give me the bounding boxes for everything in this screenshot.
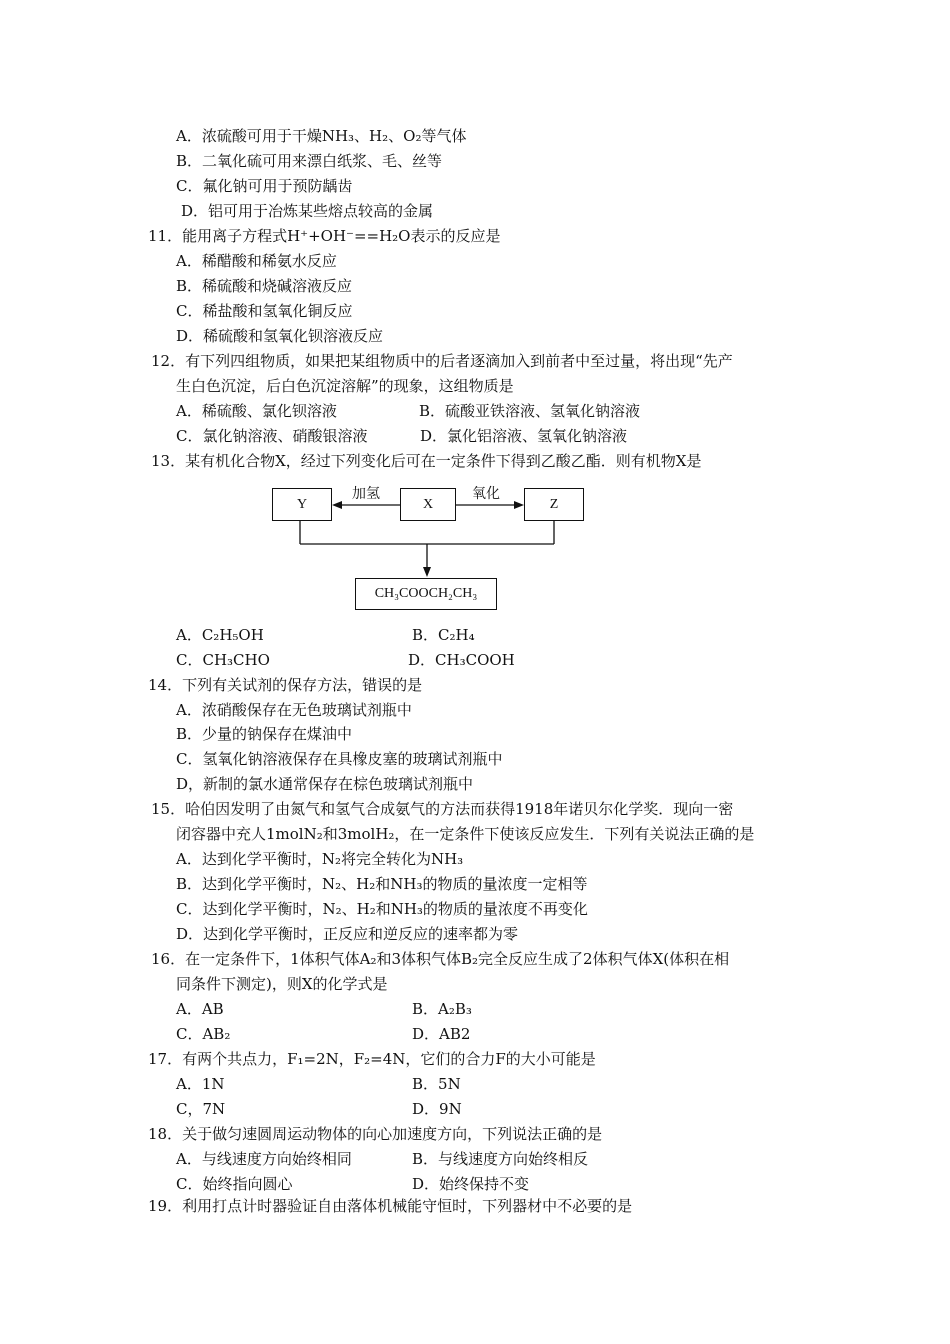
q13-box-x: X [400,488,456,521]
q13-option-a: A．C₂H₅OH [176,626,264,644]
q16-stem-line1: 16．在一定条件下，1体积气体A₂和3体积气体B₂完全反应生成了2体积气体X(体积在相 [151,950,730,968]
q14-option-c: C．氢氧化钠溶液保存在具橡皮塞的玻璃试剂瓶中 [176,750,503,768]
q15-stem-line1: 15．哈伯因发明了由氮气和氢气合成氨气的方法而获得1918年诺贝尔化学奖．现向一密 [151,800,734,818]
q10-option-b: B．二氧化硫可用来漂白纸浆、毛、丝等 [176,152,443,170]
q12-stem-line1: 12．有下列四组物质，如果把某组物质中的后者逐滴加入到前者中至过量，将出现“先产 [151,352,733,370]
q11-option-c: C．稀盐酸和氢氧化铜反应 [176,302,353,320]
q17-option-b: B．5N [412,1075,461,1093]
q16-option-b: B．A₂B₃ [412,1000,472,1018]
q13-option-b: B．C₂H₄ [412,626,475,644]
q16-option-d: D．AB2 [412,1025,471,1043]
q11-stem: 11．能用离子方程式H⁺+OH⁻==H₂O表示的反应是 [148,227,501,245]
q13-box-z: Z [524,488,584,521]
q18-option-a: A．与线速度方向始终相同 [176,1150,352,1168]
q13-stem: 13．某有机化合物X，经过下列变化后可在一定条件下得到乙酸乙酯．则有机物X是 [151,452,702,470]
q13-label-hydrogenation: 加氢 [352,486,380,502]
q16-stem-line2: 同条件下测定)，则X的化学式是 [176,975,388,993]
q13-box-y: Y [272,488,332,521]
q12-stem-line2: 生白色沉淀，后白色沉淀溶解”的现象，这组物质是 [176,377,514,395]
q15-option-a: A．达到化学平衡时，N₂将完全转化为NH₃ [176,850,464,868]
q14-option-b: B．少量的钠保存在煤油中 [176,725,353,743]
q15-stem-line2: 闭容器中充人1molN₂和3molH₂，在一定条件下使该反应发生．下列有关说法正确的是 [176,825,755,843]
q17-stem: 17．有两个共点力，F₁=2N，F₂=4N，它们的合力F的大小可能是 [148,1050,596,1068]
q10-option-d: D．铝可用于冶炼某些熔点较高的金属 [181,202,434,220]
q12-option-b: B．硫酸亚铁溶液、氢氧化钠溶液 [419,402,641,420]
q18-option-b: B．与线速度方向始终相反 [412,1150,589,1168]
q15-option-c: C．达到化学平衡时，N₂、H₂和NH₃的物质的量浓度不再变化 [176,900,588,918]
q18-option-d: D．始终保持不变 [412,1175,530,1193]
q14-option-a: A．浓硝酸保存在无色玻璃试剂瓶中 [176,701,412,719]
q15-option-d: D．达到化学平衡时，正反应和逆反应的速率都为零 [176,925,519,943]
q18-option-c: C．始终指向圆心 [176,1175,293,1193]
q12-option-a: A．稀硫酸、氯化钡溶液 [176,402,337,420]
q13-option-d: D．CH₃COOH [408,651,515,669]
q16-option-a: A．AB [176,1000,224,1018]
q13-label-oxidation: 氧化 [472,486,500,502]
q17-option-c: C，7N [176,1100,226,1118]
q18-stem: 18．关于做匀速圆周运动物体的向心加速度方向，下列说法正确的是 [148,1125,603,1143]
q11-option-b: B．稀硫酸和烧碱溶液反应 [176,277,353,295]
q17-option-d: D．9N [412,1100,462,1118]
q10-option-a: A．浓硫酸可用于干燥NH₃、H₂、O₂等气体 [176,127,467,145]
q15-option-b: B．达到化学平衡时，N₂、H₂和NH₃的物质的量浓度一定相等 [176,875,588,893]
q10-option-c: C．氟化钠可用于预防龋齿 [176,177,353,195]
q11-option-a: A．稀醋酸和稀氨水反应 [176,252,337,270]
q13-box-product: CH₃COOCH₂CH₃ [355,578,497,610]
q16-option-c: C．AB₂ [176,1025,231,1043]
q14-stem: 14．下列有关试剂的保存方法，错误的是 [148,676,423,694]
q11-option-d: D．稀硫酸和氢氧化钡溶液反应 [176,327,384,345]
q17-option-a: A．1N [176,1075,225,1093]
q14-option-d: D，新制的氯水通常保存在棕色玻璃试剂瓶中 [176,775,474,793]
q13-option-c: C．CH₃CHO [176,651,270,669]
q12-option-c: C．氯化钠溶液、硝酸银溶液 [176,427,368,445]
q12-option-d: D．氯化铝溶液、氢氧化钠溶液 [420,427,628,445]
q19-stem: 19．利用打点计时器验证自由落体机械能守恒时，下列器材中不必要的是 [148,1197,633,1215]
